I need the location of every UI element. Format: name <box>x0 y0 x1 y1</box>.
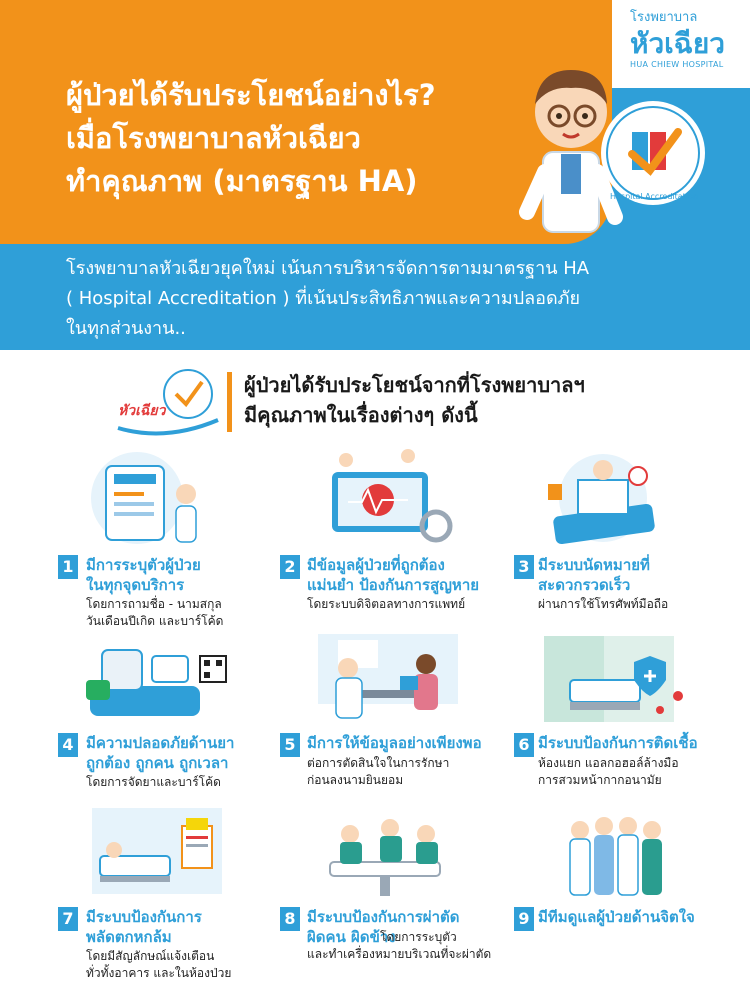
item-7-desc: โดยมีสัญลักษณ์แจ้งเตือน ทั่วทั้งอาคาร และในห้องป่วย <box>86 949 232 980</box>
logo-thai-big: หัวเฉียว <box>630 27 725 60</box>
seal-caption: Hospital Accreditation <box>610 192 699 201</box>
item-9-title: มีทีมดูแลผู้ป่วยด้านจิตใจ <box>538 908 695 926</box>
intro-line-3: ในทุกส่วนงาน.. <box>66 318 186 339</box>
item-3-desc: ผ่านการใช้โทรศัพท์มือถือ <box>538 597 669 611</box>
item-4-desc: โดยการจัดยาและบาร์โค้ด <box>86 775 221 789</box>
item-3-title: มีระบบนัดหมายที่ สะดวกรวดเร็ว <box>538 556 650 594</box>
logo-english: HUA CHIEW HOSPITAL <box>630 60 724 69</box>
consultation-illustration-icon <box>318 630 458 728</box>
section-heading <box>244 370 585 430</box>
item-8-title: มีระบบป้องกันการผ่าตัด ผิดคน ผิดข้าง <box>307 908 460 946</box>
item-4-number: 4 <box>58 733 78 757</box>
item-9-number: 9 <box>514 907 534 931</box>
patient-card-illustration-icon <box>82 450 212 550</box>
intro-line-2: ( Hospital Accreditation ) ที่เน้นประสิทธิภาพและความปลอดภัย <box>66 288 581 309</box>
item-2-title: มีข้อมูลผู้ป่วยที่ถูกต้อง แม่นยำ ป้องกันการสูญหาย <box>307 556 480 594</box>
small-seal-label: หัวเฉียว <box>118 403 166 419</box>
headline <box>66 74 436 203</box>
care-team-illustration-icon <box>558 808 678 900</box>
item-1-number: 1 <box>58 555 78 579</box>
medication-safety-illustration-icon <box>82 636 232 726</box>
mobile-appointment-illustration-icon <box>538 450 668 550</box>
item-8-desc-1: โดยการระบุตัว <box>380 930 457 944</box>
item-8-desc-2: และทำเครื่องหมายบริเวณที่จะผ่าตัด <box>307 947 492 961</box>
item-6-desc: ห้องแยก แอลกอฮอล์ล้างมือ การสวมหน้ากากอนามัย <box>538 756 679 787</box>
item-5-desc: ต่อการตัดสินใจในการรักษา ก่อนลงนามยินยอม <box>307 756 450 787</box>
section-heading-line-1: ผู้ป่วยได้รับประโยชน์จากที่โรงพยาบาลฯ <box>244 373 585 397</box>
item-7-number: 7 <box>58 907 78 931</box>
item-5-number: 5 <box>280 733 300 757</box>
item-1-desc: โดยการถามชื่อ - นามสกุล วันเดือนปีเกิด และบาร์โค้ด <box>86 597 224 628</box>
item-5-title: มีการให้ข้อมูลอย่างเพียงพอ <box>307 734 482 752</box>
section-heading-line-2: มีคุณภาพในเรื่องต่างๆ ดังนี้ <box>244 403 478 427</box>
heading-divider <box>227 372 232 432</box>
item-2-number: 2 <box>280 555 300 579</box>
item-4-title: มีความปลอดภัยด้านยา ถูกต้อง ถูกคน ถูกเวลา <box>86 734 235 772</box>
item-2-desc: โดยระบบดิจิตอลทางการแพทย์ <box>307 597 466 611</box>
item-6-title: มีระบบป้องกันการติดเชื้อ <box>538 734 698 752</box>
item-6-number: 6 <box>514 733 534 757</box>
item-1-title: มีการระบุตัวผู้ป่วย ในทุกจุดบริการ <box>86 556 201 594</box>
infection-control-illustration-icon <box>540 626 690 728</box>
digital-records-illustration-icon <box>312 442 462 550</box>
header-band <box>0 0 750 350</box>
intro-line-1: โรงพยาบาลหัวเฉียวยุคใหม่ เน้นการบริหารจัดการตามมาตรฐาน HA <box>66 258 590 279</box>
intro-text <box>66 254 589 344</box>
headline-line-3: ทำคุณภาพ (มาตรฐาน HA) <box>66 164 418 198</box>
surgery-safety-illustration-icon <box>320 810 460 900</box>
item-8-number: 8 <box>280 907 300 931</box>
item-3-number: 3 <box>514 555 534 579</box>
fall-prevention-illustration-icon <box>92 808 222 900</box>
headline-line-2: เมื่อโรงพยาบาลหัวเฉียว <box>66 121 361 155</box>
item-7-title: มีระบบป้องกันการ พลัดตกหกล้ม <box>86 908 202 946</box>
headline-line-1: ผู้ป่วยได้รับประโยชน์อย่างไร? <box>66 78 436 112</box>
logo-thai-small: โรงพยาบาล <box>630 10 698 25</box>
